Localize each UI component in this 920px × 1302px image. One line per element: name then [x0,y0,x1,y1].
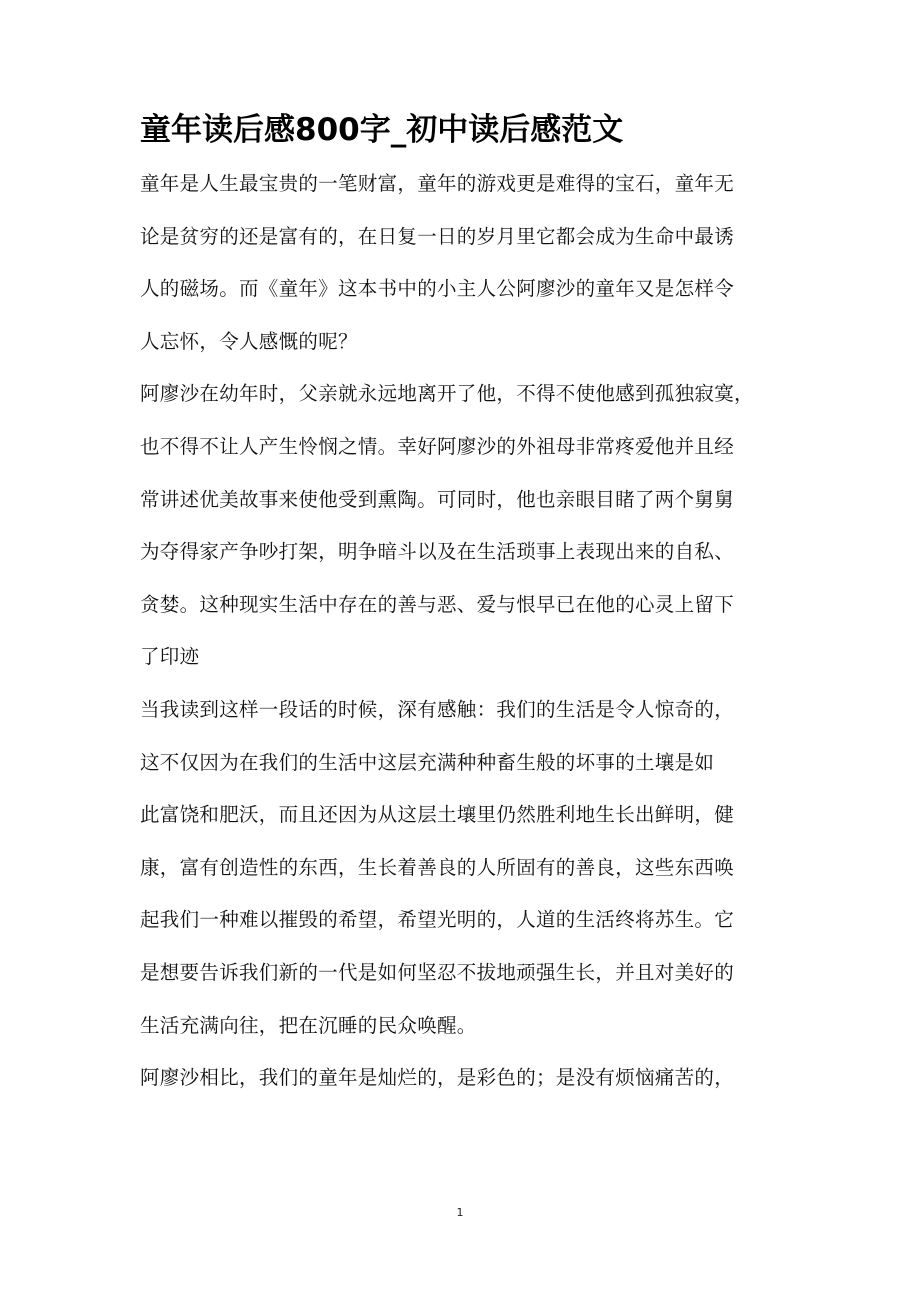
text-line: 康，富有创造性的东西，生长着善良的人所固有的善良，这些东西唤 [140,855,735,879]
text-line: 人的磁场。而《童年》这本书中的小主人公阿廖沙的童年又是怎样令 [140,277,735,301]
text-line: 阿廖沙在幼年时，父亲就永远地离开了他，不得不使他感到孤独寂寞， [140,382,754,406]
text-line: 当我读到这样一段话的时候，深有感触：我们的生活是令人惊奇的， [140,697,735,721]
document-body [140,162,810,1109]
text-line: 起我们一种难以摧毁的希望，希望光明的，人道的生活终将苏生。它 [140,908,735,932]
text-line: 童年是人生最宝贵的一笔财富，童年的游戏更是难得的宝石，童年无 [140,172,735,195]
text-line: 人忘怀，令人感慨的呢？ [140,329,358,353]
text-line: 此富饶和肥沃，而且还因为从这层土壤里仍然胜利地生长出鲜明，健 [140,803,735,827]
text-line: 是想要告诉我们新的一代是如何坚忍不拔地顽强生长，并且对美好的 [140,960,735,984]
text-line: 了印迹 [140,645,200,669]
text-line: 常讲述优美故事来使他受到熏陶。可同时，他也亲眼目睹了两个舅舅 [140,487,735,511]
document-title: 童年读后感800字_初中读后感范文 [140,112,624,148]
text-line: 这不仅因为在我们的生活中这层充满种种畜生般的坏事的土壤是如 [140,750,715,774]
text-line: 贪婪。这种现实生活中存在的善与恶、爱与恨早已在他的心灵上留下 [140,592,735,616]
text-line: 生活充满向往，把在沉睡的民众唤醒。 [140,1013,477,1037]
text-line: 阿廖沙相比，我们的童年是灿烂的，是彩色的；是没有烦恼痛苦的， [140,1066,735,1090]
text-line: 为夺得家产争吵打架，明争暗斗以及在生活琐事上表现出来的自私、 [140,540,735,564]
text-line: 论是贫穷的还是富有的，在日复一日的岁月里它都会成为生命中最诱 [140,224,735,248]
text-line: 也不得不让人产生怜悯之情。幸好阿廖沙的外祖母非常疼爱他并且经 [140,434,735,458]
page-number: 1 [456,1206,464,1219]
